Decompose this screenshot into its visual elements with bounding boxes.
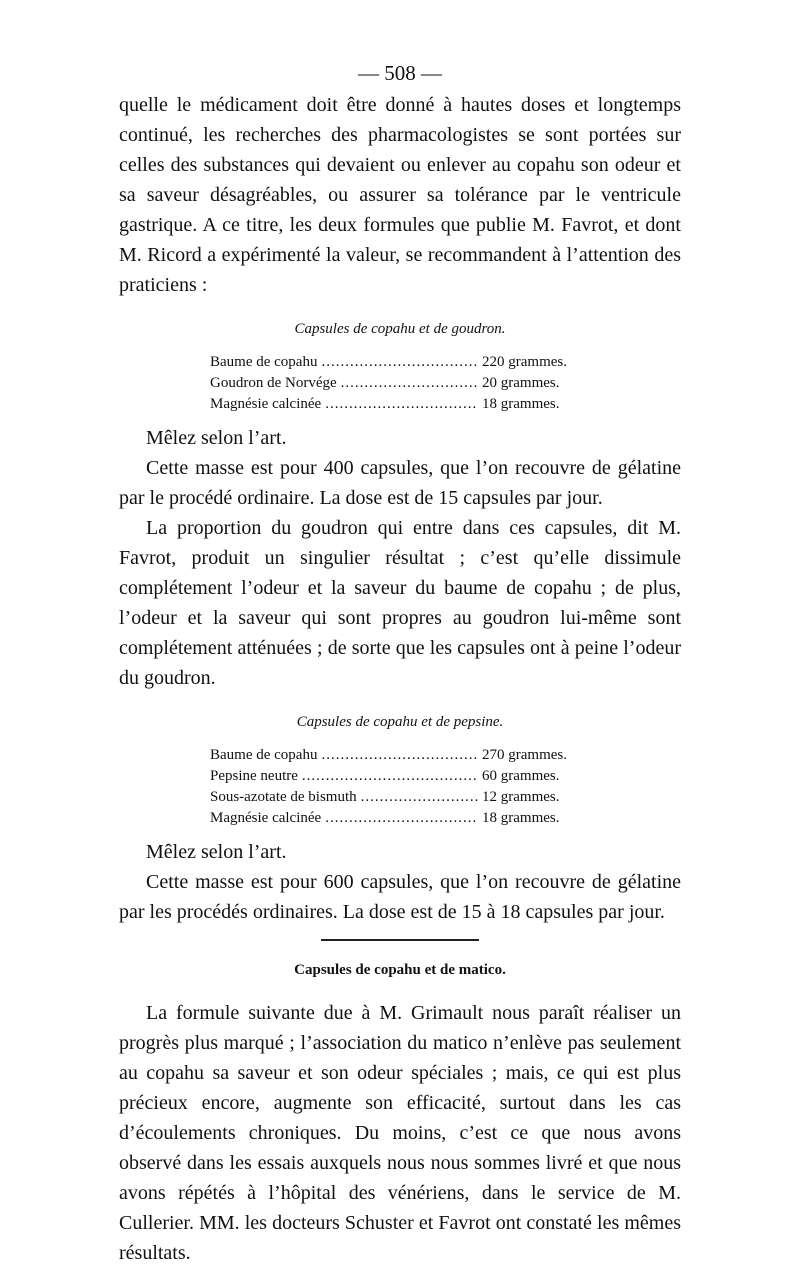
formula-title: Capsules de copahu et de goudron. bbox=[294, 321, 506, 337]
formula-quantity: 20 grammes. bbox=[482, 375, 560, 391]
leader-dots bbox=[325, 394, 478, 415]
formula-row bbox=[210, 787, 598, 808]
formula-table bbox=[210, 352, 598, 415]
formula-row bbox=[210, 373, 598, 394]
formula-ingredient: Baume de copahu bbox=[210, 747, 318, 763]
section-heading: Capsules de copahu et de matico. bbox=[294, 962, 506, 978]
page-number: — 508 — bbox=[358, 61, 442, 85]
dose-paragraph: Cette masse est pour 400 capsules, que l’on recouvre de gélatine par le procédé ordinaire. La dose est de 15 capsules par jour. bbox=[119, 457, 681, 509]
formula-row bbox=[210, 766, 598, 787]
formula-quantity: 60 grammes. bbox=[482, 768, 560, 784]
formula-ingredient: Sous-azotate de bismuth bbox=[210, 789, 357, 805]
formula-quantity: 18 grammes. bbox=[482, 396, 560, 412]
intro-paragraph: quelle le médicament doit être donné à hautes doses et longtemps continué, les recherches des pharmacologistes se sont portées sur celles des substances qui devaient ou enlever au copahu son odeur et sa saveur désagréables, ou assurer sa tolérance par le ventricule gastrique. A ce titre, les deux formules que publie M. Favrot, et dont M. Ricord a expérimenté la valeur, se recommandent à l’attention des praticiens : bbox=[119, 94, 681, 296]
leader-dots bbox=[321, 745, 478, 766]
formula-ingredient: Baume de copahu bbox=[210, 354, 318, 370]
dose-paragraph: Cette masse est pour 600 capsules, que l’on recouvre de gélatine par les procédés ordinaires. La dose est de 15 à 18 capsules par jour. bbox=[119, 871, 681, 923]
section-separator bbox=[321, 939, 479, 941]
leader-dots bbox=[325, 808, 478, 829]
formula-quantity: 220 grammes. bbox=[482, 354, 567, 370]
document-page bbox=[119, 58, 681, 1268]
leader-dots bbox=[361, 787, 478, 808]
formula-row bbox=[210, 808, 598, 829]
formula-quantity: 270 grammes. bbox=[482, 747, 567, 763]
formula-row bbox=[210, 745, 598, 766]
formula-ingredient: Magnésie calcinée bbox=[210, 396, 322, 412]
formula-row bbox=[210, 394, 598, 415]
formula-quantity: 18 grammes. bbox=[482, 810, 560, 826]
formula-ingredient: Pepsine neutre bbox=[210, 768, 298, 784]
formula-ingredient: Goudron de Norvége bbox=[210, 375, 337, 391]
instruction-paragraph: Mêlez selon l’art. bbox=[146, 427, 287, 449]
final-paragraph: La formule suivante due à M. Grimault nous paraît réaliser un progrès plus marqué ; l’association du matico n’enlève pas seulement au copahu sa saveur et son odeur spéciales ; mais, ce qui est plus précieux encore, augmente son efficacité, surtout dans les cas d’écoulements chroniques. Du moins, c’est ce que nous avons observé dans les essais auxquels nous nous sommes livré et que nous avons répétés à l’hôpital des vénériens, dans le service de M. Cullerier. MM. les docteurs Schuster et Favrot ont constaté les mêmes résultats. bbox=[119, 1002, 681, 1264]
instruction-paragraph: Mêlez selon l’art. bbox=[146, 841, 287, 863]
formula-ingredient: Magnésie calcinée bbox=[210, 810, 322, 826]
leader-dots bbox=[321, 352, 478, 373]
formula-row bbox=[210, 352, 598, 373]
formula-table bbox=[210, 745, 598, 829]
formula-quantity: 12 grammes. bbox=[482, 789, 560, 805]
formula-title: Capsules de copahu et de pepsine. bbox=[296, 714, 504, 730]
explanation-paragraph: La proportion du goudron qui entre dans ces capsules, dit M. Favrot, produit un singulier résultat ; c’est qu’elle dissimule complétement l’odeur et la saveur du baume de copahu ; de plus, l’odeur et la saveur qui sont propres au goudron lui-même sont complétement atténuées ; de sorte que les capsules ont à peine l’odeur du goudron. bbox=[119, 517, 681, 689]
leader-dots bbox=[341, 373, 478, 394]
leader-dots bbox=[302, 766, 478, 787]
